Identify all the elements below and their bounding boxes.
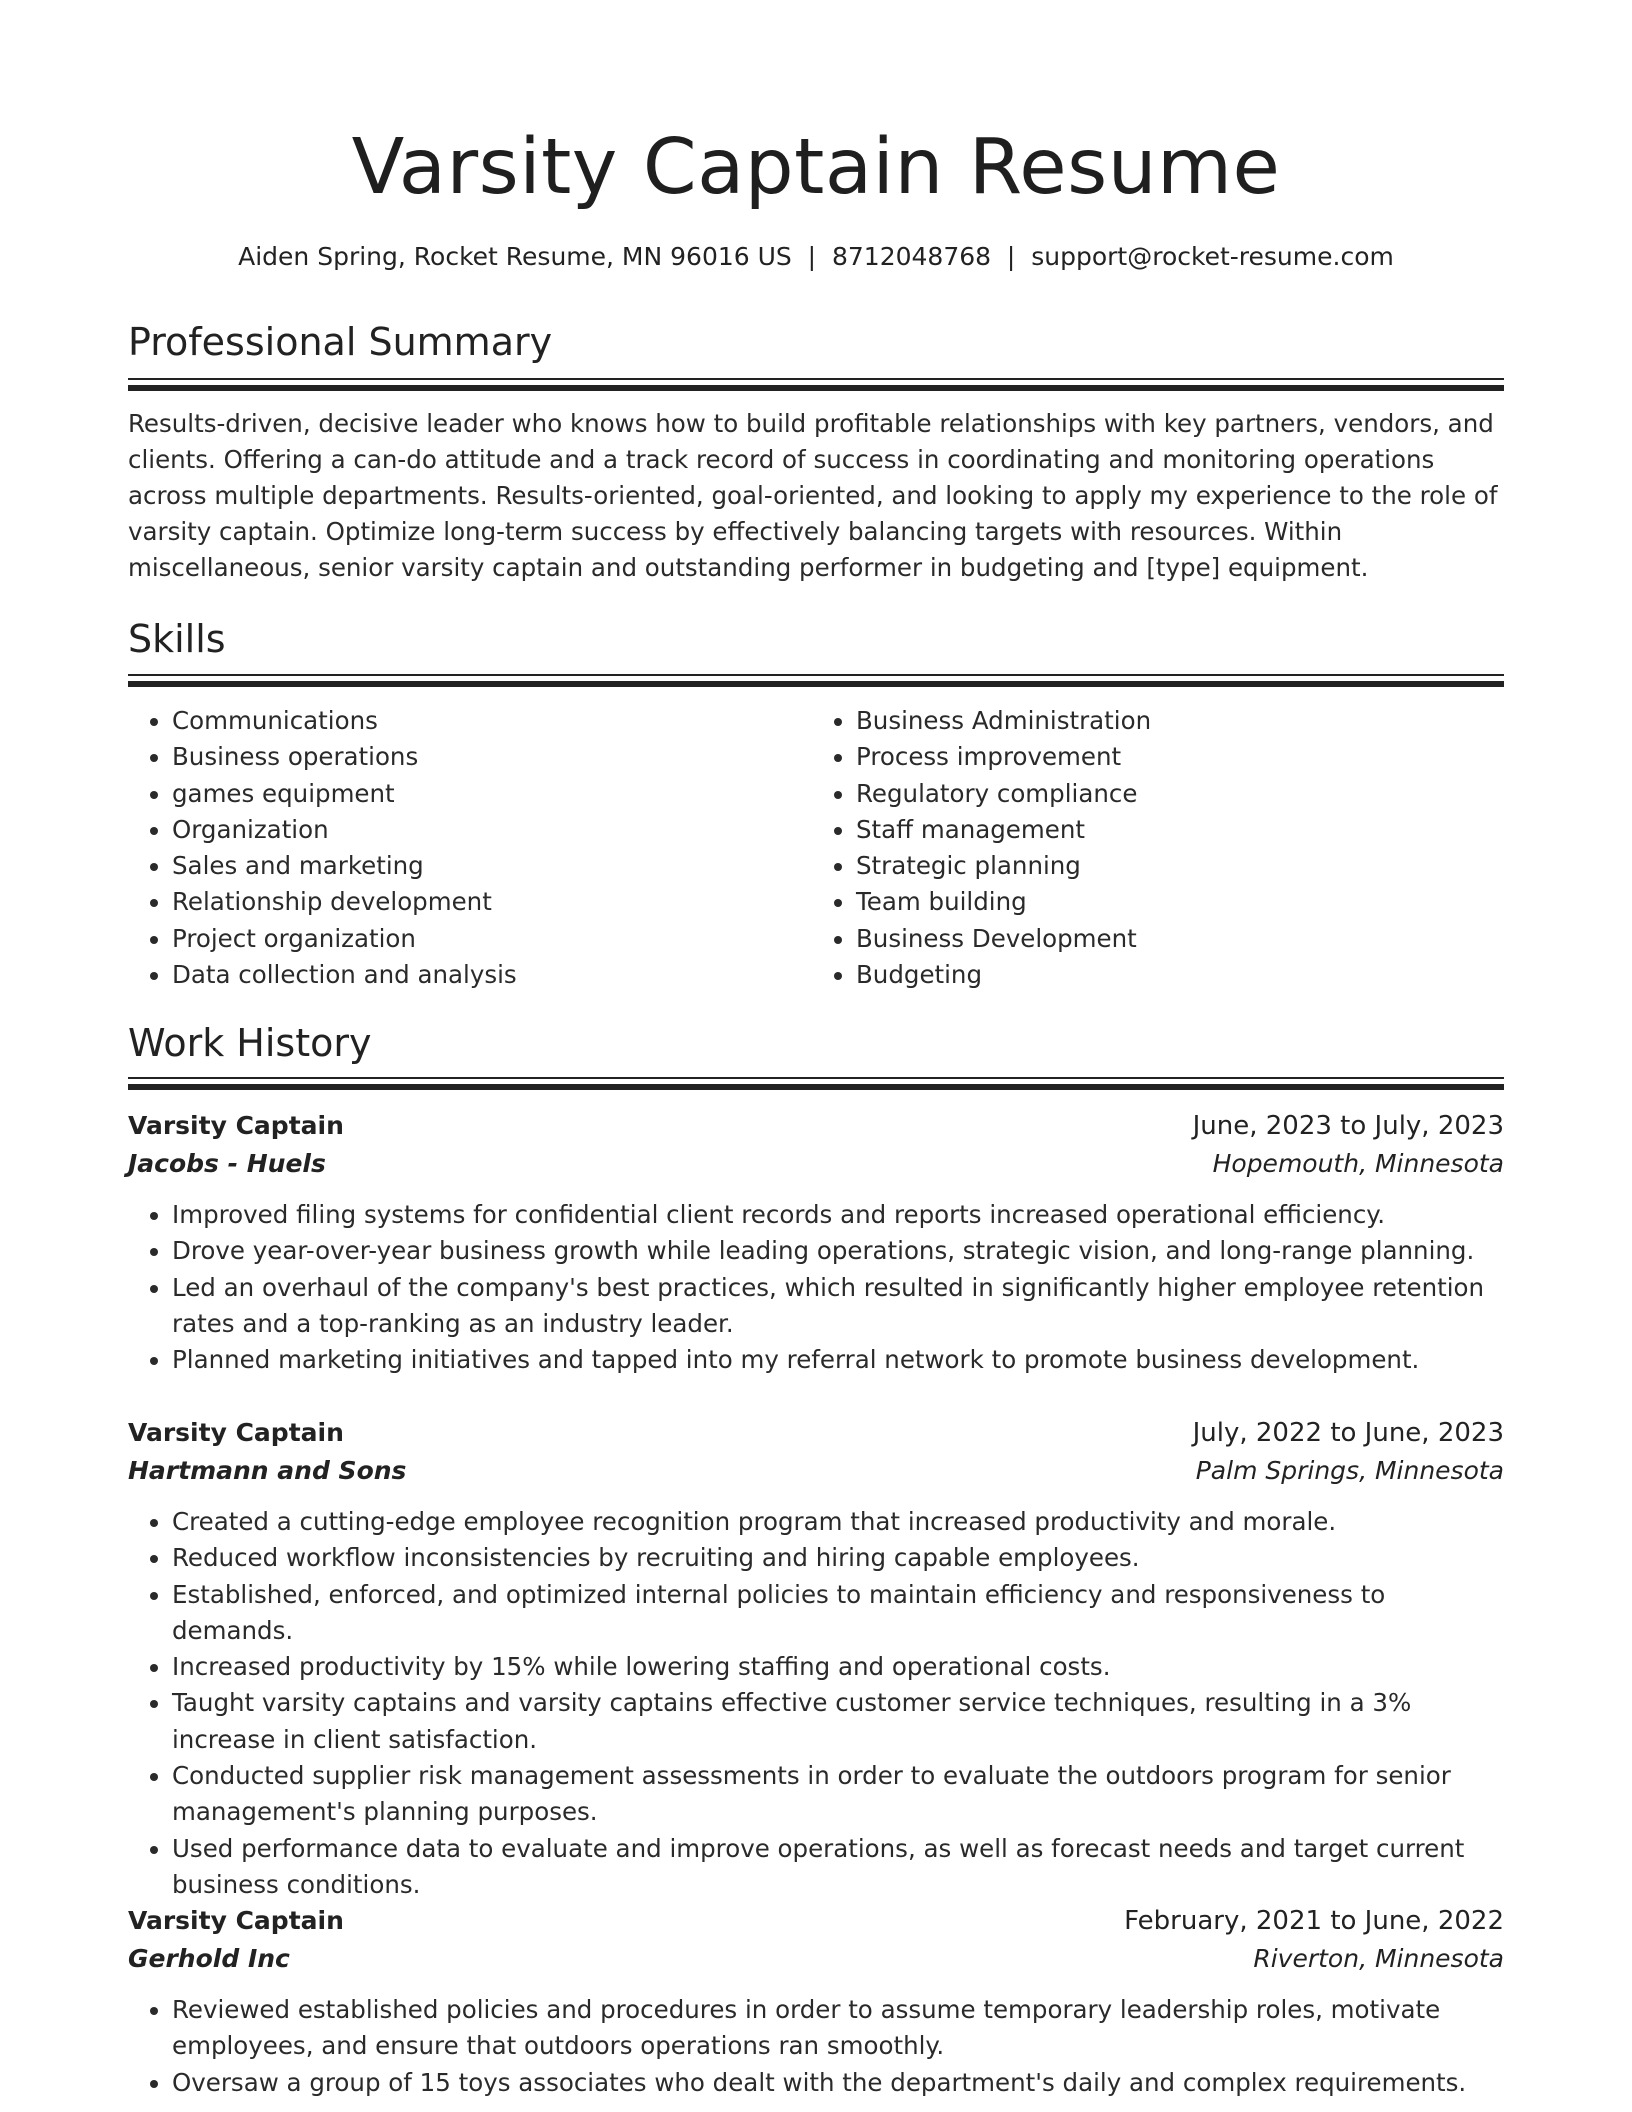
- job-bullet: • Planned marketing initiatives and tapped into my referral network to promote business development.: [172, 1342, 1504, 1378]
- skill-item: • Communications: [172, 703, 806, 739]
- job-bullets: [128, 1197, 1504, 1378]
- section-divider: [128, 1077, 1504, 1089]
- section-title-work-history: Work History: [128, 1021, 372, 1065]
- skill-item: • Data collection and analysis: [172, 957, 806, 993]
- summary-text: Results-driven, decisive leader who knows how to build profitable relationships with key partners, vendors, and clients. Offering a can-do attitude and a track record of success in coordinating and monitoring operations across multiple departments. Results-oriented, goal-oriented, and looking to apply my experience to the role of varsity captain. Optimize long-term success by effectively balancing targets with resources. Within miscellaneous, senior varsity captain and outstanding performer in budgeting and [type] equipment.: [128, 409, 1498, 582]
- job-bullet: • Reviewed established policies and procedures in order to assume temporary leadership roles, motivate employees, and ensure that outdoors operations ran smoothly.: [172, 1992, 1504, 2065]
- skills-column-left: [128, 703, 806, 993]
- skill-item: • Staff management: [856, 812, 1490, 848]
- job-location: Hopemouth, Minnesota: [1212, 1149, 1504, 1178]
- skill-item: • Project organization: [172, 921, 806, 957]
- job-title: Varsity Captain: [128, 1906, 344, 1935]
- job-bullets: [128, 1992, 1504, 2101]
- job-company: Hartmann and Sons: [128, 1456, 407, 1485]
- job-bullets: [128, 1504, 1504, 1903]
- job-entry: [128, 1902, 1504, 2101]
- skills-column-right: [806, 703, 1490, 993]
- skill-item: • Budgeting: [856, 957, 1490, 993]
- job-bullet: • Used performance data to evaluate and improve operations, as well as forecast needs and target current business conditions.: [172, 1831, 1504, 1904]
- job-bullet: • Improved filing systems for confidential client records and reports increased operational efficiency.: [172, 1197, 1504, 1233]
- section-divider: [128, 674, 1504, 686]
- resume-title: Varsity Captain Resume: [351, 123, 1281, 212]
- skills-list: [128, 703, 1504, 993]
- job-title: Varsity Captain: [128, 1111, 344, 1140]
- skill-item: • Sales and marketing: [172, 848, 806, 884]
- skill-item: • Business operations: [172, 739, 806, 775]
- job-location: Riverton, Minnesota: [1253, 1944, 1504, 1973]
- contact-line: Aiden Spring, Rocket Resume, MN 96016 US | 8712048768 | support@rocket-resume.com: [238, 242, 1394, 271]
- section-divider: [128, 378, 1504, 390]
- job-bullet: • Reduced workflow inconsistencies by recruiting and hiring capable employees.: [172, 1540, 1504, 1576]
- skill-item: • games equipment: [172, 776, 806, 812]
- job-bullet: • Taught varsity captains and varsity captains effective customer service techniques, resulting in a 3% increase in client satisfaction.: [172, 1685, 1504, 1758]
- section-title-summary: Professional Summary: [128, 320, 553, 364]
- job-entry: [128, 1414, 1504, 1903]
- skill-item: • Team building: [856, 884, 1490, 920]
- job-bullet: • Led an overhaul of the company's best practices, which resulted in significantly higher employee retention rates and a top-ranking as an industry leader.: [172, 1270, 1504, 1343]
- skill-item: • Business Administration: [856, 703, 1490, 739]
- skill-item: • Organization: [172, 812, 806, 848]
- job-title: Varsity Captain: [128, 1418, 344, 1447]
- skill-item: • Relationship development: [172, 884, 806, 920]
- skill-item: • Regulatory compliance: [856, 776, 1490, 812]
- job-location: Palm Springs, Minnesota: [1195, 1456, 1504, 1485]
- skill-item: • Strategic planning: [856, 848, 1490, 884]
- job-bullet: • Increased productivity by 15% while lowering staffing and operational costs.: [172, 1649, 1504, 1685]
- skill-item: • Business Development: [856, 921, 1490, 957]
- job-bullet: • Oversaw a group of 15 toys associates who dealt with the department's daily and complex requirements.: [172, 2065, 1504, 2101]
- job-dates: July, 2022 to June, 2023: [1192, 1418, 1504, 1448]
- job-company: Jacobs - Huels: [128, 1149, 326, 1178]
- section-title-skills: Skills: [128, 617, 226, 661]
- job-bullet: • Created a cutting-edge employee recognition program that increased productivity and morale.: [172, 1504, 1504, 1540]
- job-company: Gerhold Inc: [128, 1944, 290, 1973]
- job-dates: June, 2023 to July, 2023: [1192, 1111, 1504, 1141]
- job-bullet: • Established, enforced, and optimized internal policies to maintain efficiency and responsiveness to demands.: [172, 1577, 1504, 1650]
- job-dates: February, 2021 to June, 2022: [1124, 1906, 1504, 1936]
- job-bullet: • Conducted supplier risk management assessments in order to evaluate the outdoors program for senior management's planning purposes.: [172, 1758, 1504, 1831]
- job-entry: [128, 1107, 1504, 1378]
- job-bullet: • Drove year-over-year business growth while leading operations, strategic vision, and long-range planning.: [172, 1233, 1504, 1269]
- skill-item: • Process improvement: [856, 739, 1490, 775]
